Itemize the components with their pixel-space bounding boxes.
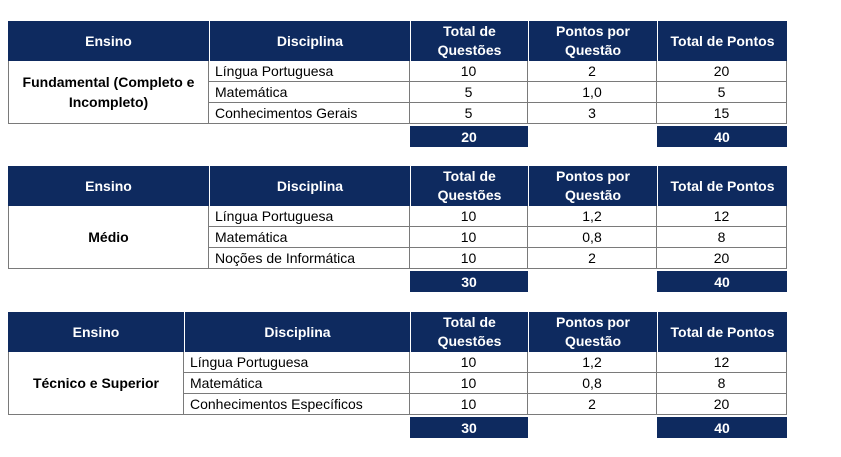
disciplina-cell: Conhecimentos Gerais xyxy=(209,103,410,124)
table-row xyxy=(184,394,787,415)
pontos-cell: 3 xyxy=(528,103,657,124)
table-row xyxy=(209,103,787,124)
disciplina-cell: Matemática xyxy=(209,227,410,248)
ensino-cell: Técnico e Superior xyxy=(8,352,184,415)
table-row xyxy=(209,61,787,82)
questoes-cell: 10 xyxy=(410,248,528,269)
disciplina-cell: Matemática xyxy=(184,373,410,394)
pontos-cell: 1,2 xyxy=(528,206,657,227)
table-fundamental xyxy=(8,21,787,147)
questoes-cell: 5 xyxy=(410,103,528,124)
header-total-pontos: Total de Pontos xyxy=(657,312,787,352)
sum-pontos: 40 xyxy=(657,417,787,438)
questoes-cell: 5 xyxy=(410,82,528,103)
header-total-questoes: Total de Questões xyxy=(410,166,528,206)
questoes-cell: 10 xyxy=(410,227,528,248)
header-total-questoes: Total de Questões xyxy=(410,312,528,352)
questoes-cell: 10 xyxy=(410,206,528,227)
ensino-cell: Médio xyxy=(8,206,209,269)
table-row xyxy=(209,206,787,227)
pontos-cell: 2 xyxy=(528,61,657,82)
ensino-cell: Fundamental (Completo e Incompleto) xyxy=(8,61,209,124)
sum-questoes: 20 xyxy=(410,126,528,147)
total-cell: 8 xyxy=(657,227,787,248)
table-row xyxy=(209,248,787,269)
pontos-cell: 1,2 xyxy=(528,352,657,373)
sum-pontos: 40 xyxy=(657,126,787,147)
total-cell: 15 xyxy=(657,103,787,124)
sum-pontos: 40 xyxy=(657,271,787,292)
header-disciplina: Disciplina xyxy=(209,21,410,61)
pontos-cell: 0,8 xyxy=(528,373,657,394)
sum-questoes: 30 xyxy=(410,417,528,438)
header-disciplina: Disciplina xyxy=(209,166,410,206)
table-row xyxy=(184,373,787,394)
questoes-cell: 10 xyxy=(410,61,528,82)
disciplina-cell: Conhecimentos Específicos xyxy=(184,394,410,415)
sum-questoes: 30 xyxy=(410,271,528,292)
total-cell: 8 xyxy=(657,373,787,394)
total-cell: 20 xyxy=(657,248,787,269)
disciplina-cell: Língua Portuguesa xyxy=(209,61,410,82)
pontos-cell: 0,8 xyxy=(528,227,657,248)
pontos-cell: 2 xyxy=(528,248,657,269)
total-cell: 20 xyxy=(657,61,787,82)
table-medio xyxy=(8,166,787,292)
table-row xyxy=(209,82,787,103)
questoes-cell: 10 xyxy=(410,373,528,394)
table-row xyxy=(209,227,787,248)
header-ensino: Ensino xyxy=(8,166,209,206)
pontos-cell: 2 xyxy=(528,394,657,415)
header-total-pontos: Total de Pontos xyxy=(657,21,787,61)
questoes-cell: 10 xyxy=(410,394,528,415)
total-cell: 12 xyxy=(657,352,787,373)
header-pontos-questao: Pontos por Questão xyxy=(528,166,657,206)
disciplina-cell: Matemática xyxy=(209,82,410,103)
header-total-pontos: Total de Pontos xyxy=(657,166,787,206)
disciplina-cell: Língua Portuguesa xyxy=(209,206,410,227)
total-cell: 5 xyxy=(657,82,787,103)
header-ensino: Ensino xyxy=(8,21,209,61)
questoes-cell: 10 xyxy=(410,352,528,373)
header-total-questoes: Total de Questões xyxy=(410,21,528,61)
disciplina-cell: Língua Portuguesa xyxy=(184,352,410,373)
header-pontos-questao: Pontos por Questão xyxy=(528,312,657,352)
pontos-cell: 1,0 xyxy=(528,82,657,103)
total-cell: 20 xyxy=(657,394,787,415)
table-tecnico-superior xyxy=(8,312,787,438)
disciplina-cell: Noções de Informática xyxy=(209,248,410,269)
header-disciplina: Disciplina xyxy=(184,312,410,352)
header-pontos-questao: Pontos por Questão xyxy=(528,21,657,61)
total-cell: 12 xyxy=(657,206,787,227)
header-ensino: Ensino xyxy=(8,312,184,352)
table-row xyxy=(184,352,787,373)
